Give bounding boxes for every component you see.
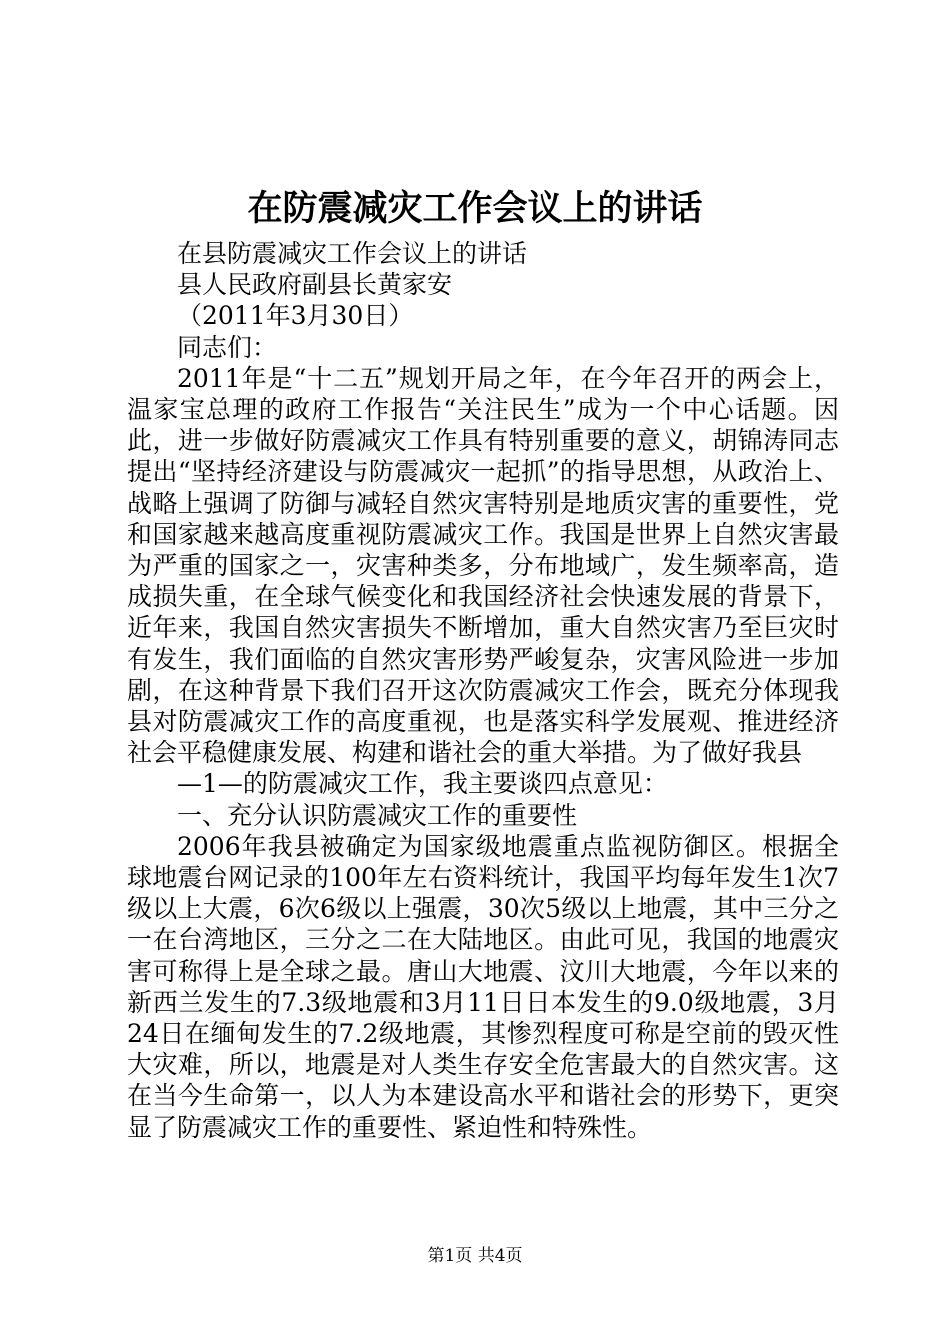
salutation: 同志们：	[177, 332, 278, 362]
date-line: （2011年3月30日）	[177, 301, 414, 331]
page-number: 第1页 共4页	[427, 1246, 523, 1266]
document-body	[127, 238, 839, 1143]
body-paragraph: 2011年是“十二五”规划开局之年，在今年召开的两会上，温家宝总理的政府工作报告“关注民生”成为一个中心话题。因此，进一步做好防震减灾工作具有特别重要的意义，胡锦涛同志提出“坚持经济建设与防震减灾一起抓”的指导思想，从政治上、战略上强调了防御与减轻自然灾害特别是地质灾害的重要性，党和国家越来越高度重视防震减灾工作。我国是世界上自然灾害最为严重的国家之一，灾害种类多，分布地域广，发生频率高，造成损失重，在全球气候变化和我国经济社会快速发展的背景下，近年来，我国自然灾害损失不断增加，重大自然灾害乃至巨灾时有发生，我们面临的自然灾害形势严峻复杂，灾害风险进一步加剧，在这种背景下我们召开这次防震减灾工作会，既充分体现我县对防震减灾工作的高度重视，也是落实科学发展观、推进经济社会平稳健康发展、构建和谐社会的重大举措。为了做好我县	[127, 363, 839, 768]
body-paragraph: 2006年我县被确定为国家级地震重点监视防御区。根据全球地震台网记录的100年左右资料统计，我国平均每年发生1次7级以上大震，6次6级以上强震，30次5级以上地震，其中三分之一在台湾地区，三分之二在大陆地区。由此可见，我国的地震灾害可称得上是全球之最。唐山大地震、汶川大地震，今年以来的新西兰发生的7.3级地震和3月11日日本发生的9.0级地震，3月24日在缅甸发生的7.2级地震，其惨烈程度可称是空前的毁灭性大灾难，所以，地震是对人类生存安全危害最大的自然灾害。这在当今生命第一，以人为本建设高水平和谐社会的形势下，更突显了防震减灾工作的重要性、紧迫性和特殊性。	[127, 831, 839, 1142]
speaker-line: 县人民政府副县长黄家安	[177, 270, 453, 300]
body-paragraph: —1—的防震减灾工作，我主要谈四点意见：	[177, 769, 668, 799]
subtitle-line: 在县防震减灾工作会议上的讲话	[177, 239, 528, 268]
document-title: 在防震减灾工作会议上的讲话	[247, 188, 703, 229]
section-heading: 一、充分认识防震减灾工作的重要性	[177, 800, 578, 830]
